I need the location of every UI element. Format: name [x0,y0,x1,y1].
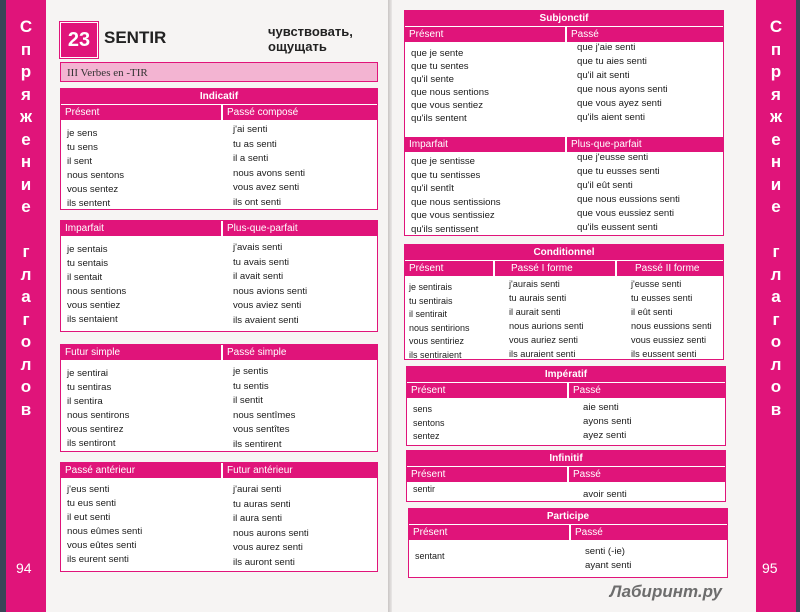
form: tu sentis [233,380,269,392]
form: ils auraient senti [509,349,576,359]
form: ils sentiraient [409,349,462,360]
form: vous avez senti [233,182,300,193]
infinitif-head-row [407,467,725,482]
infinitif-present-header: Présent [407,467,567,482]
page-number: 95 [762,560,778,576]
indicatif-title-bar [61,89,377,104]
form: qu'ils eussent senti [577,222,658,233]
page-number: 94 [16,560,32,576]
imperatif-block [406,366,726,446]
imparfait-block [60,220,378,332]
conditionnel-passe2-forms [631,277,712,361]
participe-passe-header: Passé [571,525,727,540]
imperatif-present-header: Présent [407,383,567,398]
form: je sens [67,128,98,139]
right-page [392,0,796,612]
passe-simple-header: Passé simple [223,345,377,360]
indicatif-block [60,88,378,210]
form: que vous sentiez [411,100,483,111]
form: il avait senti [233,271,284,282]
form: ils sentent [67,198,111,209]
form: nous aurons senti [233,527,309,539]
form: aie senti [583,402,619,413]
form: nous sentîmes [233,409,296,421]
imparfait-head-row [61,221,377,236]
form: nous eûmes senti [67,526,143,537]
verb-header [60,22,380,56]
conditionnel-passe1-header: Passé I forme [495,261,615,276]
form: tu auras senti [233,498,291,510]
form: ayez senti [583,430,627,441]
infinitif-passe-forms [583,489,627,500]
form: que je sentisse [411,156,475,167]
present-header: Présent [61,105,221,120]
passe-anterieur-head-row [61,463,377,478]
subjonctif-title: Subjonctif [539,13,589,24]
form: qu'il sente [411,74,454,85]
form: il sentira [67,396,103,407]
imparfait-header: Imparfait [61,221,221,236]
form: sentant [415,551,445,561]
form: il sentait [67,272,103,283]
form: avoir senti [583,489,627,500]
form: que nous sentissions [411,196,501,208]
watermark: Лабиринт.ру [609,582,722,601]
form: ils auront senti [233,556,295,568]
form: vous sentiez [67,300,121,311]
conditionnel-title-bar [405,245,723,260]
form: que tu sentisses [411,169,481,181]
verb-translation: чувствовать, ощущать [268,24,353,54]
form: vous sentîtes [233,424,290,435]
passe-anterieur-block [60,462,378,572]
form: nous avons senti [233,167,305,179]
form: nous sentons [67,170,125,181]
imparfait-forms [67,243,126,327]
futur-simple-head-row [61,345,377,360]
conditionnel-present-header: Présent [405,261,493,276]
plus-que-parfait-forms [233,241,307,328]
form: tu avais senti [233,256,289,268]
imperatif-title: Impératif [544,369,588,380]
form: sentons [413,417,445,428]
imperatif-passe-header: Passé [569,383,725,398]
subjonctif-imparfait-forms [411,155,501,236]
form: je sentis [233,366,269,377]
futur-simple-block [60,344,378,452]
form: sens [413,404,433,414]
form: que tu eusses senti [577,166,660,177]
form: il sentirait [409,309,448,319]
form: nous sentirions [409,322,470,333]
participe-head-row [409,525,727,540]
form: j'avais senti [233,242,283,253]
participe-passe-forms [585,545,631,573]
imperatif-title-bar [407,367,725,382]
infinitif-present-forms [413,484,435,494]
left-page [6,0,390,612]
form: que tu aies senti [577,56,647,67]
participe-block [408,508,728,578]
passe-anterieur-header: Passé antérieur [61,463,221,478]
form: ils eussent senti [631,349,697,359]
form: j'ai senti [233,124,268,135]
indicatif-head-row [61,105,377,120]
form: nous sentirons [67,410,130,421]
subjonctif-present-forms [411,47,489,125]
form: il eût senti [631,307,673,317]
participe-title: Participe [546,511,590,522]
side-strip-title: С п р я ж е н и е г л а г о л о в [769,17,783,419]
passe-anterieur-forms [67,483,142,567]
imperatif-present-forms [413,403,445,444]
side-strip-title: С п р я ж е н и е г л а г о л о в [19,17,33,419]
form: j'eus senti [67,484,110,495]
form: ayant senti [585,560,632,571]
right-side-strip [756,0,796,612]
conditionnel-passe2-header: Passé II forme [617,261,723,276]
conditionnel-block [404,244,724,360]
subjonctif-passe-forms [577,41,668,125]
form: ils ont senti [233,196,281,208]
form: que vous sentissiez [411,210,495,221]
form: qu'ils aient senti [577,112,645,123]
conditionnel-passe1-forms [509,277,584,361]
form: que nous sentions [411,87,489,98]
form: sentir [413,484,436,494]
subjonctif-passe-header: Passé [567,27,723,42]
form: tu eusses senti [631,293,693,303]
form: il a senti [233,153,269,164]
plus-que-parfait-header: Plus-que-parfait [223,221,377,236]
participe-present-header: Présent [409,525,569,540]
form: que j'aie senti [577,42,636,53]
form: ils sentirent [233,438,282,450]
futur-anterieur-header: Futur antérieur [223,463,377,478]
form: tu sentirais [409,295,453,306]
form: tu sentiras [67,382,112,393]
indicatif-title: Indicatif [199,91,239,102]
form: vous eussiez senti [631,335,707,345]
form: qu'ils sentent [411,113,467,124]
form: vous eûtes senti [67,540,137,551]
form: je sentirais [409,282,453,292]
form: qu'ils sentissent [411,223,479,235]
subjonctif-head-row-2 [405,137,723,152]
form: nous eussions senti [631,321,712,331]
participe-title-bar [409,509,727,524]
futur-simple-header: Futur simple [61,345,221,360]
form: que nous eussions senti [577,194,680,205]
form: tu as senti [233,138,277,150]
infinitif-title-bar [407,451,725,466]
form: nous aurions senti [509,321,584,331]
form: qu'il eût senti [577,180,633,191]
form: que tu sentes [411,61,469,72]
form: tu sens [67,142,98,153]
form: vous sentiriez [409,336,465,346]
form: sentez [413,431,440,441]
form: ayons senti [583,416,632,427]
form: je sentirai [67,368,109,379]
conditionnel-present-forms [409,281,470,362]
form: il aura senti [233,513,283,524]
form: nous sentions [67,286,127,297]
verb-group-bar: III Verbes en -TIR [60,62,378,82]
form: il aurait senti [509,307,561,317]
form: que j'eusse senti [577,152,649,163]
form: je sentais [67,244,108,255]
form: tu sentais [67,258,109,269]
passe-compose-forms [233,123,305,210]
form: ils sentaient [67,314,118,325]
form: que vous ayez senti [577,98,662,109]
form: tu aurais senti [509,293,567,303]
form: j'aurai senti [233,484,282,495]
form: j'eusse senti [631,279,682,289]
form: qu'il ait senti [577,70,630,81]
form: senti (-ie) [585,546,625,557]
form: il eut senti [67,512,111,523]
subjonctif-plus-que-parfait-forms [577,151,680,235]
conditionnel-head-row [405,261,723,276]
futur-simple-forms [67,367,129,451]
form: j'aurais senti [509,279,560,289]
imperatif-head-row [407,383,725,398]
infinitif-title: Infinitif [549,453,583,464]
verb-name: SENTIR [104,28,167,47]
imperatif-passe-forms [583,401,632,443]
verb-number: 23 [60,22,98,58]
form: qu'il sentît [411,183,454,194]
form: que je sente [411,48,464,59]
participe-present-forms [415,551,445,561]
subjonctif-block [404,10,724,236]
form: vous aurez senti [233,542,303,553]
form: nous avions senti [233,285,308,297]
form: vous aviez senti [233,300,302,311]
form: tu eus senti [67,498,117,509]
infinitif-passe-header: Passé [569,467,725,482]
infinitif-block [406,450,726,502]
form: ils avaient senti [233,314,299,326]
form: ils eurent senti [67,554,129,565]
form: ils sentiront [67,438,116,449]
form: il sent [67,156,93,167]
subjonctif-plus-que-parfait-header: Plus-que-parfait [567,137,723,152]
subjonctif-imparfait-header: Imparfait [405,137,565,152]
form: vous auriez senti [509,335,578,345]
form: que vous eussiez senti [577,208,675,219]
subjonctif-head-row [405,27,723,42]
present-forms [67,127,124,211]
form: il sentit [233,395,263,406]
subjonctif-title-bar [405,11,723,26]
futur-anterieur-forms [233,483,309,570]
left-side-strip [6,0,46,612]
subjonctif-present-header: Présent [405,27,565,42]
passe-simple-forms [233,365,295,452]
form: que nous ayons senti [577,84,668,95]
form: vous sentirez [67,424,124,435]
conditionnel-title: Conditionnel [533,247,595,258]
form: vous sentez [67,184,119,195]
passe-compose-header: Passé composé [223,105,377,120]
